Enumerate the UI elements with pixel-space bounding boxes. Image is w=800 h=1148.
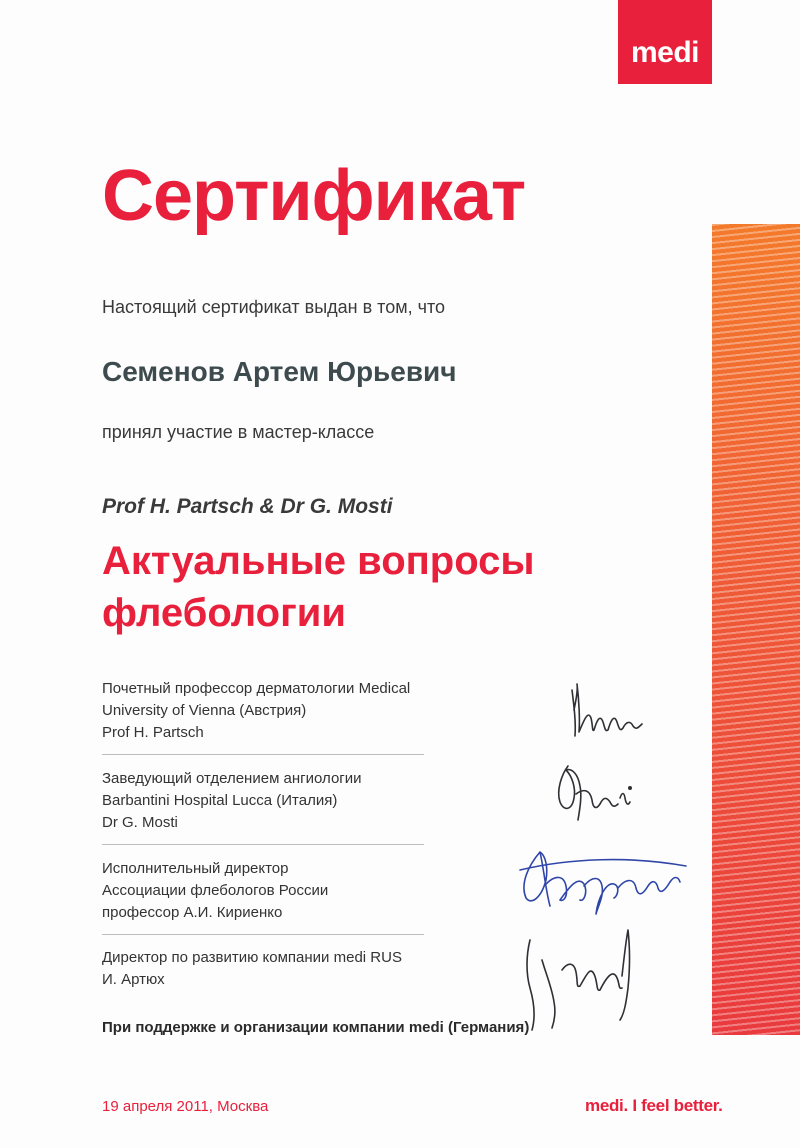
divider [102, 844, 424, 845]
brand-slogan: medi. I feel better. [585, 1096, 723, 1115]
signatory-line: Заведующий отделением ангиологии [102, 770, 362, 787]
signatory-line: Почетный профессор дерматологии Medical [102, 680, 411, 697]
signatory-line: Prof H. Partsch [102, 724, 204, 741]
intro-text: Настоящий сертификат выдан в том, что [102, 297, 446, 317]
signatory-partsch [102, 678, 424, 744]
signatory-line: И. Артюх [102, 971, 165, 988]
date-place: 19 апреля 2011, Москва [102, 1098, 269, 1115]
signatory-line: Директор по развитию компании medi RUS [102, 949, 402, 966]
certificate-title: Сертификат [102, 156, 526, 236]
signatory-artyukh [102, 947, 424, 991]
logo-text: medi [630, 36, 700, 69]
course-title [102, 535, 535, 639]
decorative-stripes [712, 224, 800, 1035]
signatory-line: Barbantini Hospital Lucca (Италия) [102, 792, 338, 809]
signatory-line: Ассоциации флебологов России [102, 882, 329, 899]
participation-text: принял участие в мастер-классе [102, 422, 375, 442]
signatory-line: University of Vienna (Австрия) [102, 702, 307, 719]
handwritten-signatures [480, 670, 720, 1050]
signatory-line: профессор А.И. Кириенко [102, 904, 283, 921]
signatory-kirienko [102, 858, 424, 924]
signatory-line: Dr G. Mosti [102, 814, 178, 831]
signatory-line: Исполнительный директор [102, 860, 289, 877]
speakers: Prof H. Partsch & Dr G. Mosti [102, 495, 393, 518]
recipient-name: Семенов Артем Юрьевич [102, 356, 457, 387]
signatory-mosti [102, 768, 424, 834]
support-text: При поддержке и организации компании medi (Германия) [102, 1019, 530, 1036]
divider [102, 934, 424, 935]
divider [102, 754, 424, 755]
medi-logo [618, 0, 712, 84]
course-title-line-1: Актуальные вопросы [102, 539, 535, 583]
course-title-line-2: флебологии [102, 591, 346, 635]
